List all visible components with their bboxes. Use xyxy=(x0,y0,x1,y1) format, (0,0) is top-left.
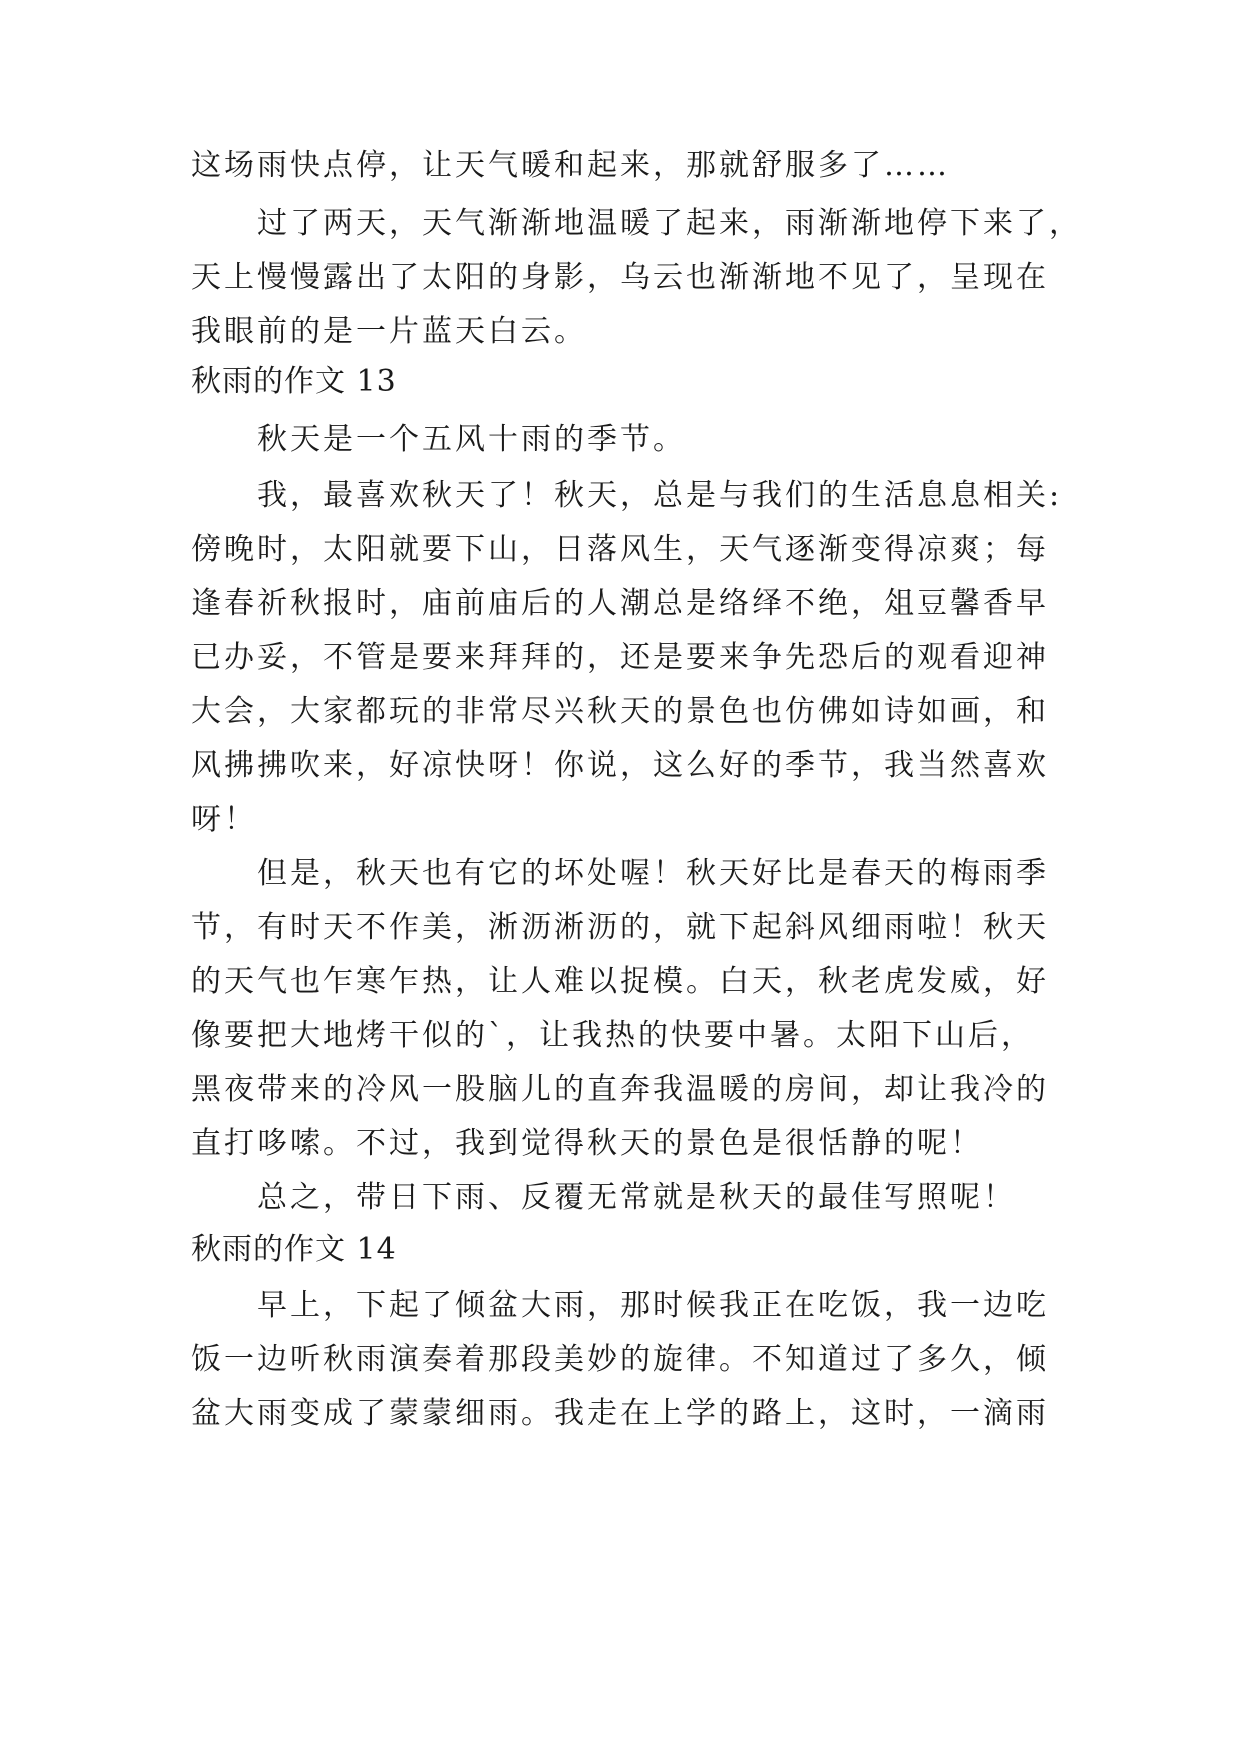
text-line: 盆大雨变成了蒙蒙细雨。我走在上学的路上，这时，一滴雨 xyxy=(191,1396,1049,1431)
paragraph-first-line: 早上，下起了倾盆大雨，那时候我正在吃饭，我一边吃 xyxy=(257,1288,1049,1323)
section-heading: 秋雨的作文 13 xyxy=(191,364,397,399)
text-line: 的天气也乍寒乍热，让人难以捉模。白天，秋老虎发威，好 xyxy=(191,964,1049,999)
text-line: 节，有时天不作美，淅沥淅沥的，就下起斜风细雨啦！秋天 xyxy=(191,910,1049,945)
text-line: 这场雨快点停，让天气暖和起来，那就舒服多了…… xyxy=(191,148,950,183)
text-line: 风拂拂吹来，好凉快呀！你说，这么好的季节，我当然喜欢 xyxy=(191,748,1049,783)
text-line: 黑夜带来的冷风一股脑儿的直奔我温暖的房间，却让我冷的 xyxy=(191,1072,1049,1107)
text-line: 饭一边听秋雨演奏着那段美妙的旋律。不知道过了多久，倾 xyxy=(191,1342,1049,1377)
paragraph-first-line: 我，最喜欢秋天了！秋天，总是与我们的生活息息相关: xyxy=(257,478,1063,513)
section-heading: 秋雨的作文 14 xyxy=(191,1232,397,1267)
paragraph-first-line: 秋天是一个五风十雨的季节。 xyxy=(257,422,686,457)
paragraph-first-line: 总之，带日下雨、反覆无常就是秋天的最佳写照呢！ xyxy=(257,1180,1016,1215)
paragraph-first-line: 但是，秋天也有它的坏处喔！秋天好比是春天的梅雨季 xyxy=(257,856,1049,891)
text-line: 大会，大家都玩的非常尽兴秋天的景色也仿佛如诗如画，和 xyxy=(191,694,1049,729)
paragraph-first-line: 过了两天，天气渐渐地温暖了起来，雨渐渐地停下来了， xyxy=(257,206,1082,241)
text-line: 天上慢慢露出了太阳的身影，乌云也渐渐地不见了，呈现在 xyxy=(191,260,1049,295)
text-line: 呀！ xyxy=(191,802,257,837)
text-line: 已办妥，不管是要来拜拜的，还是要来争先恐后的观看迎神 xyxy=(191,640,1049,675)
text-line: 我眼前的是一片蓝天白云。 xyxy=(191,314,587,349)
text-line: 傍晚时，太阳就要下山，日落风生，天气逐渐变得凉爽；每 xyxy=(191,532,1049,567)
text-line: 逢春祈秋报时，庙前庙后的人潮总是络绎不绝，俎豆馨香早 xyxy=(191,586,1049,621)
text-line: 像要把大地烤干似的`，让我热的快要中暑。太阳下山后， xyxy=(191,1018,1034,1053)
text-line: 直打哆嗦。不过，我到觉得秋天的景色是很恬静的呢！ xyxy=(191,1126,983,1161)
